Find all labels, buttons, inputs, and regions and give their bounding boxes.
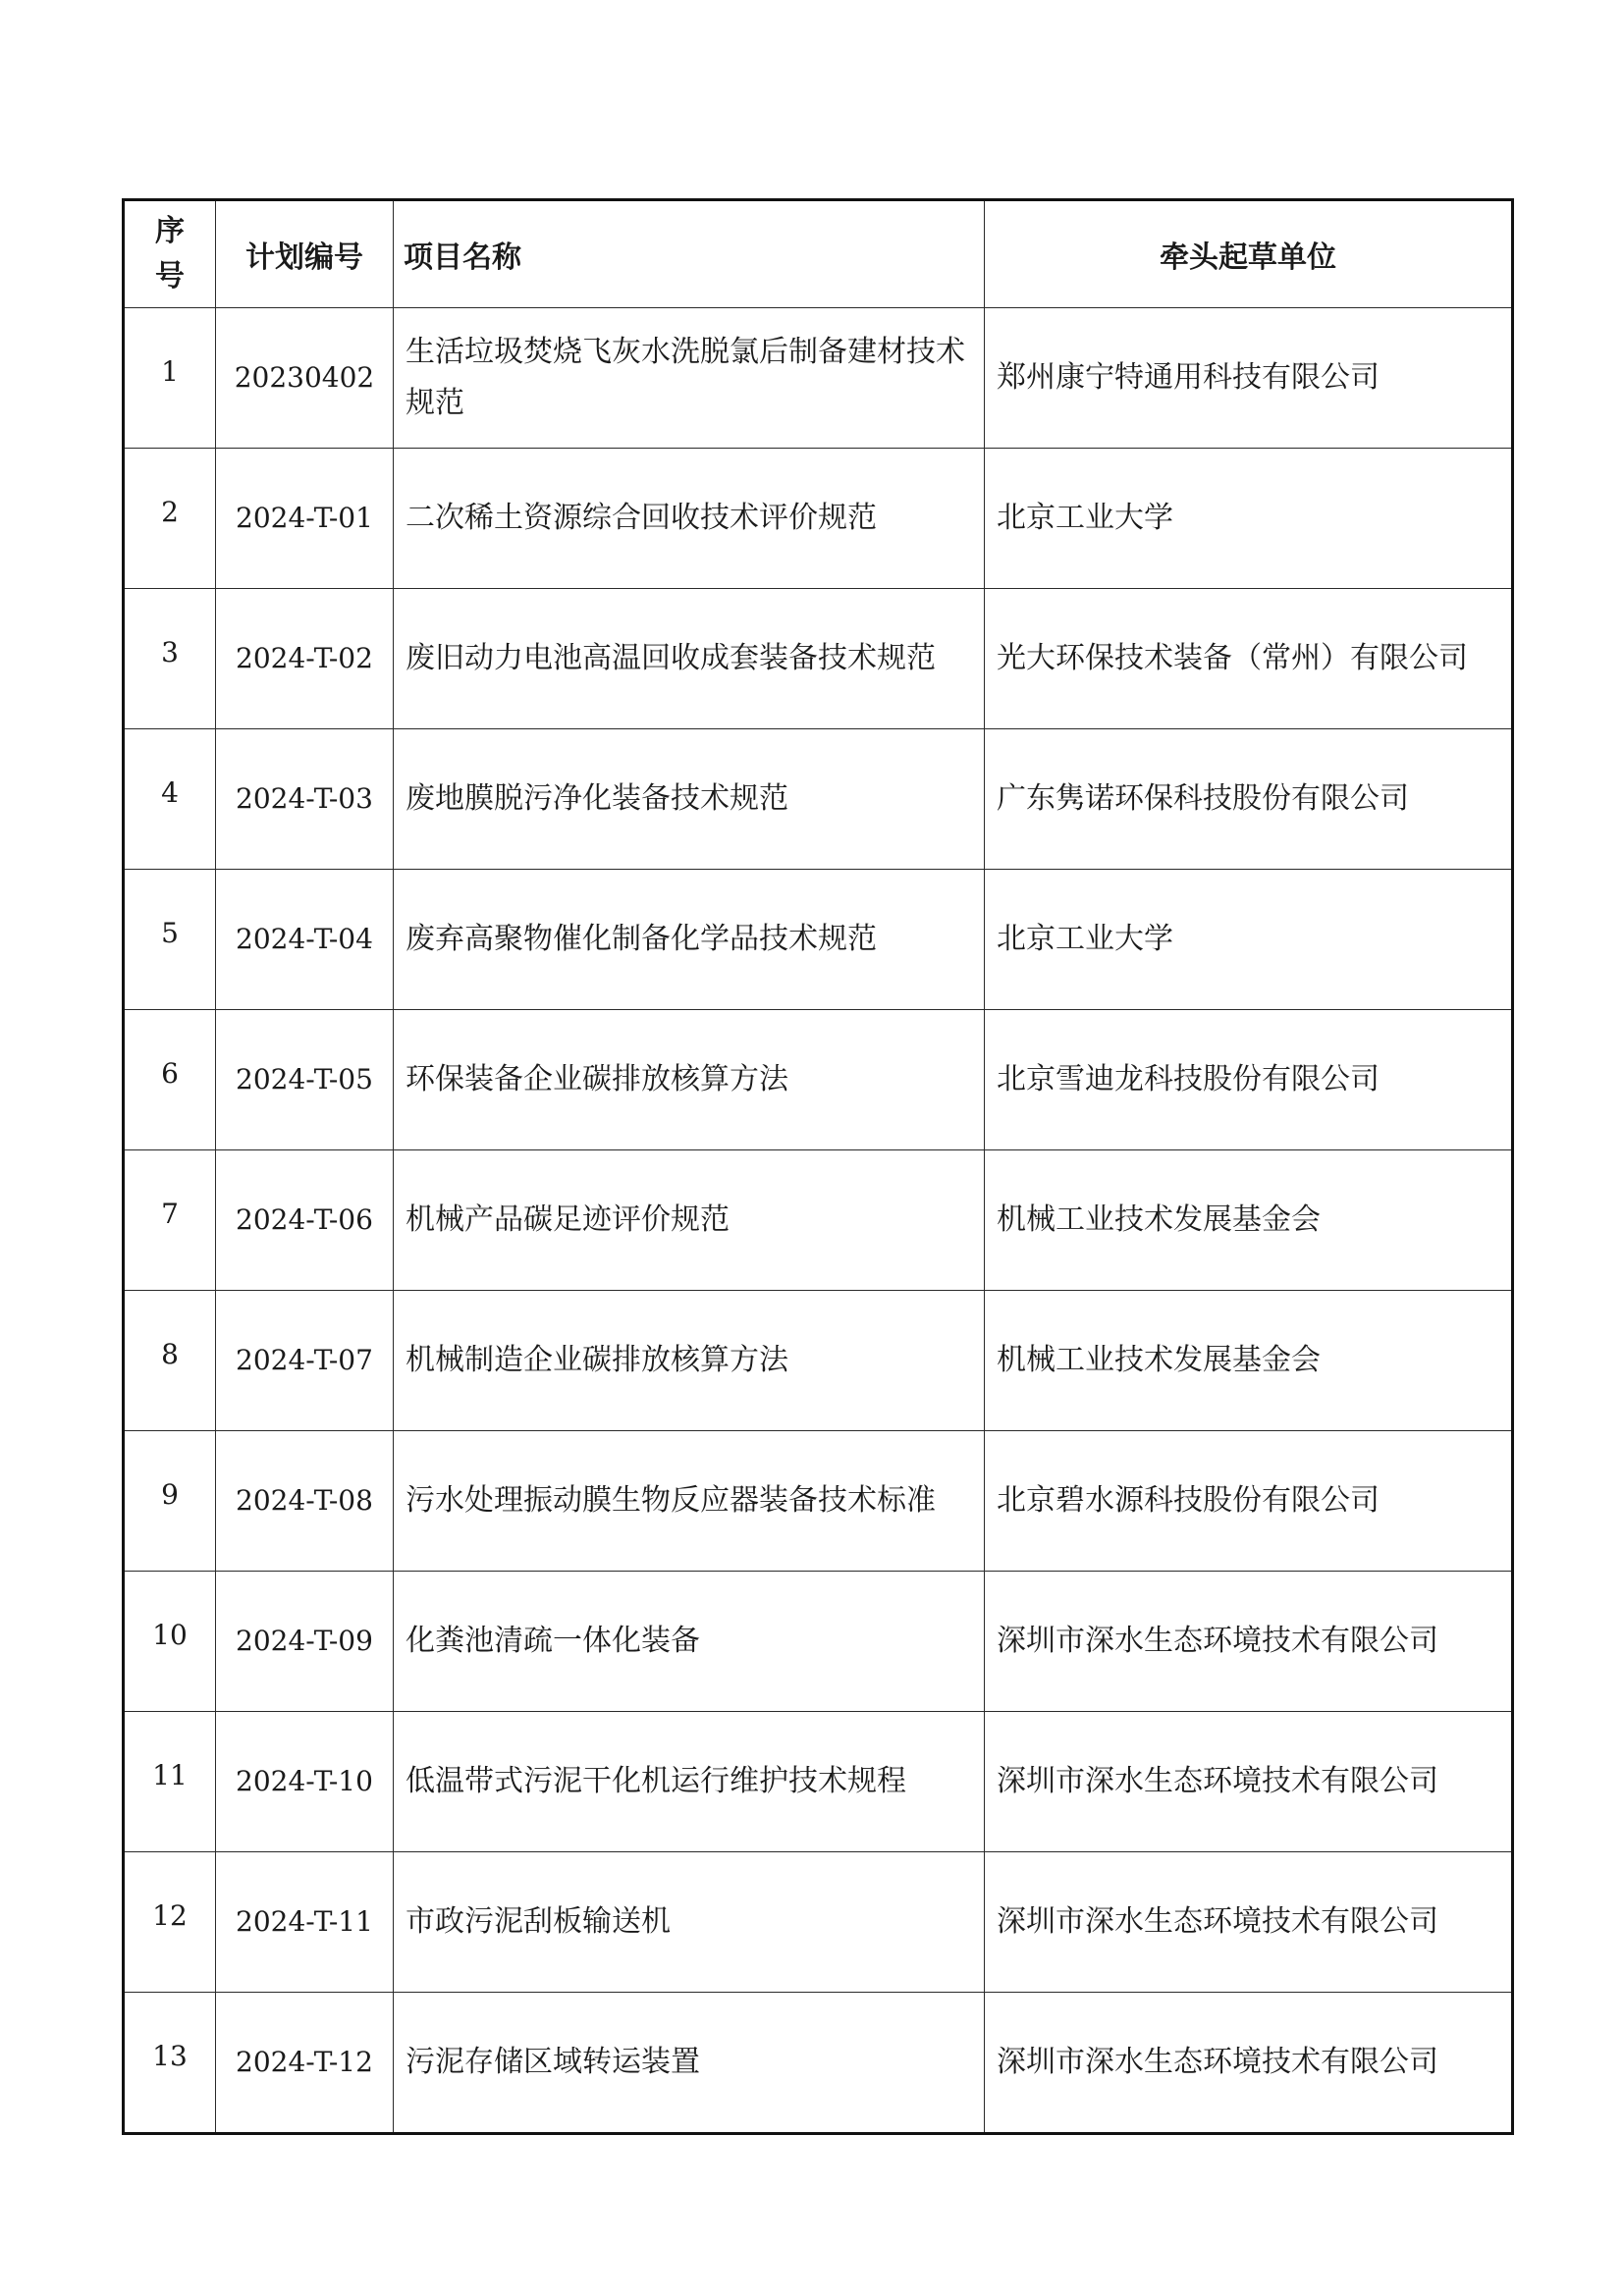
table-row [124, 1291, 1513, 1431]
cell-lead-unit: 北京雪迪龙科技股份有限公司 [985, 1010, 1513, 1150]
cell-project-name: 化粪池清疏一体化装备 [394, 1572, 985, 1712]
cell-lead-unit: 光大环保技术装备（常州）有限公司 [985, 589, 1513, 729]
cell-seq: 2 [124, 449, 216, 589]
cell-project-name: 生活垃圾焚烧飞灰水洗脱氯后制备建材技术规范 [394, 308, 985, 449]
table-header-row [124, 200, 1513, 308]
cell-seq: 4 [124, 729, 216, 870]
header-plan-number: 计划编号 [216, 200, 394, 308]
cell-lead-unit: 郑州康宁特通用科技有限公司 [985, 308, 1513, 449]
cell-plan-number: 2024-T-09 [216, 1572, 394, 1712]
cell-plan-number: 2024-T-04 [216, 870, 394, 1010]
document-page [122, 198, 1511, 2135]
cell-plan-number: 2024-T-07 [216, 1291, 394, 1431]
cell-plan-number: 2024-T-12 [216, 1993, 394, 2134]
cell-project-name: 机械产品碳足迹评价规范 [394, 1150, 985, 1291]
cell-seq: 10 [124, 1572, 216, 1712]
cell-seq: 12 [124, 1852, 216, 1993]
cell-seq: 3 [124, 589, 216, 729]
cell-seq: 8 [124, 1291, 216, 1431]
cell-project-name: 二次稀土资源综合回收技术评价规范 [394, 449, 985, 589]
cell-project-name: 低温带式污泥干化机运行维护技术规程 [394, 1712, 985, 1852]
cell-lead-unit: 北京工业大学 [985, 870, 1513, 1010]
table-row [124, 1572, 1513, 1712]
cell-plan-number: 2024-T-01 [216, 449, 394, 589]
cell-plan-number: 2024-T-08 [216, 1431, 394, 1572]
cell-project-name: 市政污泥刮板输送机 [394, 1852, 985, 1993]
header-seq-line1: 序 [155, 214, 185, 248]
cell-seq: 5 [124, 870, 216, 1010]
cell-project-name: 废旧动力电池高温回收成套装备技术规范 [394, 589, 985, 729]
cell-lead-unit: 机械工业技术发展基金会 [985, 1291, 1513, 1431]
table-row [124, 1993, 1513, 2134]
cell-project-name: 环保装备企业碳排放核算方法 [394, 1010, 985, 1150]
header-project-name: 项目名称 [394, 200, 985, 308]
table-row [124, 449, 1513, 589]
table-row [124, 308, 1513, 449]
table-row [124, 729, 1513, 870]
table-row [124, 870, 1513, 1010]
cell-plan-number: 2024-T-06 [216, 1150, 394, 1291]
cell-plan-number: 2024-T-05 [216, 1010, 394, 1150]
cell-plan-number: 20230402 [216, 308, 394, 449]
cell-seq: 6 [124, 1010, 216, 1150]
cell-seq: 7 [124, 1150, 216, 1291]
cell-lead-unit: 深圳市深水生态环境技术有限公司 [985, 1712, 1513, 1852]
header-seq-line2: 号 [155, 259, 185, 294]
table-row [124, 1150, 1513, 1291]
cell-project-name: 机械制造企业碳排放核算方法 [394, 1291, 985, 1431]
cell-project-name: 废地膜脱污净化装备技术规范 [394, 729, 985, 870]
cell-lead-unit: 机械工业技术发展基金会 [985, 1150, 1513, 1291]
cell-project-name: 污水处理振动膜生物反应器装备技术标准 [394, 1431, 985, 1572]
cell-plan-number: 2024-T-11 [216, 1852, 394, 1993]
table-row [124, 1431, 1513, 1572]
table-row [124, 1712, 1513, 1852]
table-row [124, 1010, 1513, 1150]
cell-seq: 9 [124, 1431, 216, 1572]
cell-project-name: 污泥存储区域转运装置 [394, 1993, 985, 2134]
cell-lead-unit: 北京工业大学 [985, 449, 1513, 589]
cell-lead-unit: 深圳市深水生态环境技术有限公司 [985, 1993, 1513, 2134]
cell-lead-unit: 深圳市深水生态环境技术有限公司 [985, 1852, 1513, 1993]
cell-project-name: 废弃高聚物催化制备化学品技术规范 [394, 870, 985, 1010]
cell-lead-unit: 深圳市深水生态环境技术有限公司 [985, 1572, 1513, 1712]
cell-lead-unit: 广东隽诺环保科技股份有限公司 [985, 729, 1513, 870]
cell-seq: 11 [124, 1712, 216, 1852]
cell-lead-unit: 北京碧水源科技股份有限公司 [985, 1431, 1513, 1572]
table-row [124, 589, 1513, 729]
cell-seq: 13 [124, 1993, 216, 2134]
cell-seq: 1 [124, 308, 216, 449]
cell-plan-number: 2024-T-10 [216, 1712, 394, 1852]
header-lead-unit: 牵头起草单位 [985, 200, 1513, 308]
cell-plan-number: 2024-T-02 [216, 589, 394, 729]
project-table [122, 198, 1514, 2135]
table-row [124, 1852, 1513, 1993]
header-seq [124, 200, 216, 308]
cell-plan-number: 2024-T-03 [216, 729, 394, 870]
